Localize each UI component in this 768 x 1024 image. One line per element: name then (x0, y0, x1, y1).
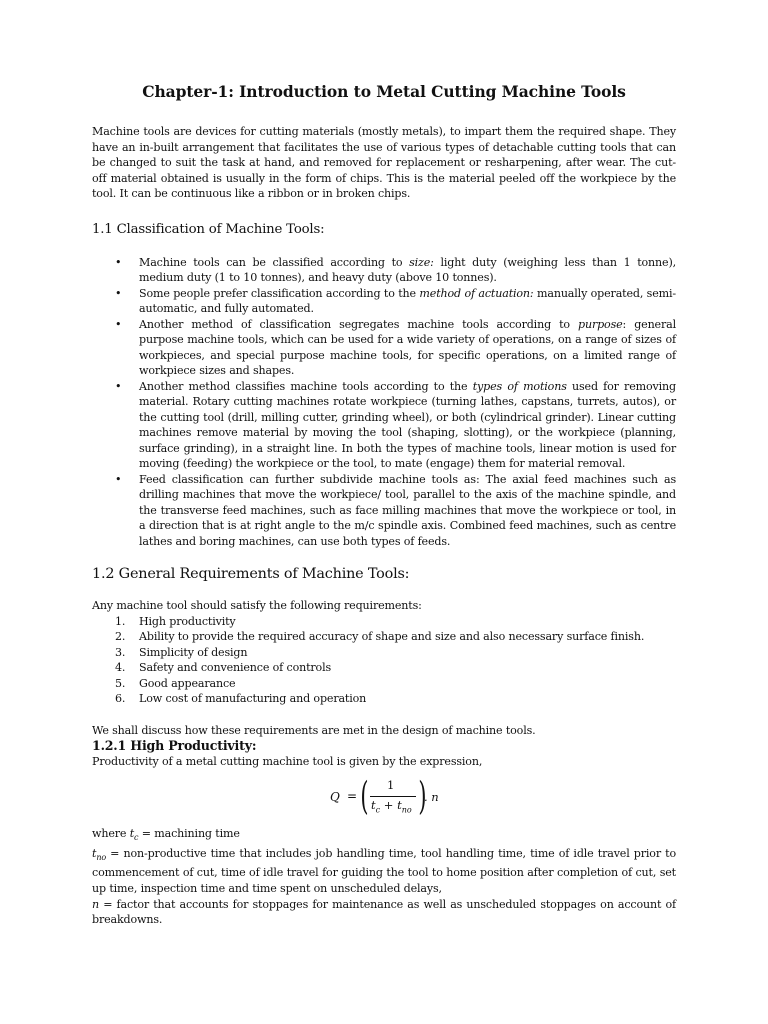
formula-fraction-bar (370, 796, 416, 797)
list-item: 5. Good appearance (115, 676, 236, 690)
requirements-list (92, 614, 676, 706)
list-item: • Feed classification can further subdivide machine tools as: The axial feed machines such as drilling machines that move the workpiece/ tool, parallel to the axis of the machine spindle, and the transverse feed machines, such as face milling machines that move the workpiece or tool, in a direction that is at right angle to the m/c spindle axis. Combined feed machines, such as centre lathes and boring machines, can use both types of feeds. (115, 472, 676, 548)
bullet-icon: • (115, 379, 122, 393)
list-item: 3. Simplicity of design (115, 645, 248, 659)
formula-right-paren: ) (418, 773, 427, 818)
variable-definitions (92, 826, 676, 928)
list-item: 1. High productivity (115, 615, 236, 629)
classification-list (92, 255, 676, 550)
definition-n: n = factor that accounts for stoppages for maintenance as well as unscheduled stoppages on account of breakdowns. (92, 897, 676, 927)
definition-tc: where $t_c$ = machining time (92, 826, 240, 842)
list-item: • Another method classifies machine tools according to the types of motions used for removing material. Rotary cutting machines rotate workpiece (turning lathes, capstans, turrets, autos), or the cutting tool (drill, milling cutter, grinding wheel), or both (cylindrical grinder). Linear cutting machines remove material by moving the tool (shaping, slotting), or the workpiece (planning, surface grinding), in a straight line. In both the types of machine tools, linear motion is used for moving (feeding) the workpiece or the tool, to mate (engage) them for material removal. (115, 379, 676, 471)
list-item: • Machine tools can be classified according to size: light duty (weighing less than 1 tonne), medium duty (1 to 10 tonnes), and heavy duty (above 10 tonnes). (115, 255, 676, 285)
productivity-formula (92, 773, 676, 824)
definition-tno: $t_{no}$ = non-productive time that includes job handling time, tool handling time, time of idle travel prior to commencement of cut, time of idle travel for guiding the tool to home position after completion of cut, set up time, inspection time and time spent on unscheduled delays, (92, 846, 676, 895)
bullet-icon: • (115, 472, 122, 486)
bullet-icon: • (115, 317, 122, 331)
document-page (92, 82, 676, 928)
formula-lhs: Q (330, 789, 340, 804)
formula-tail: . n (424, 789, 439, 804)
section-heading-requirements: 1.2 General Requirements of Machine Tools: (92, 566, 410, 583)
formula-left-paren: ( (360, 773, 369, 818)
section-heading-classification: 1.1 Classification of Machine Tools: (92, 221, 325, 237)
list-item: • Another method of classification segregates machine tools according to purpose: general purpose machine tools, which can be used for a wide variety of operations, on a range of sizes of workpieces, and special purpose machine tools, for specific operations, on a limited range of workpiece sizes and shapes. (115, 317, 676, 378)
formula-equals: = (347, 788, 358, 803)
list-item: 6. Low cost of manufacturing and operation (115, 692, 367, 706)
list-item: 4. Safety and convenience of controls (115, 661, 332, 675)
list-item: • Some people prefer classification according to the method of actuation: manually operated, semi-automatic, and fully automated. (115, 286, 677, 316)
intro-paragraph: Machine tools are devices for cutting materials (mostly metals), to impart them the required shape. They have an in-built arrangement that facilitates the use of various types of detachable cutting tools that can be changed to suit the task at hand, and removed for replacement or resharpening, after wear. The cut-off material obtained is usually in the form of chips. This is the material peeled off the workpiece by the tool. It can be continuous like a ribbon or in broken chips. (92, 125, 676, 201)
formula-denominator: $t_c + t_{no}$ (371, 797, 412, 814)
productivity-lead: Productivity of a metal cutting machine tool is given by the expression, (92, 755, 483, 769)
chapter-title: Chapter-1: Introduction to Metal Cutting Machine Tools (142, 82, 626, 101)
bullet-icon: • (115, 286, 122, 300)
section-heading-productivity: 1.2.1 High Productivity: (92, 738, 257, 754)
requirements-closing: We shall discuss how these requirements are met in the design of machine tools. (92, 723, 536, 737)
requirements-lead: Any machine tool should satisfy the following requirements: (92, 599, 422, 613)
bullet-icon: • (115, 255, 122, 269)
formula-numerator: 1 (387, 777, 395, 792)
list-item: 2. Ability to provide the required accuracy of shape and size and also necessary surface finish. (115, 630, 645, 644)
